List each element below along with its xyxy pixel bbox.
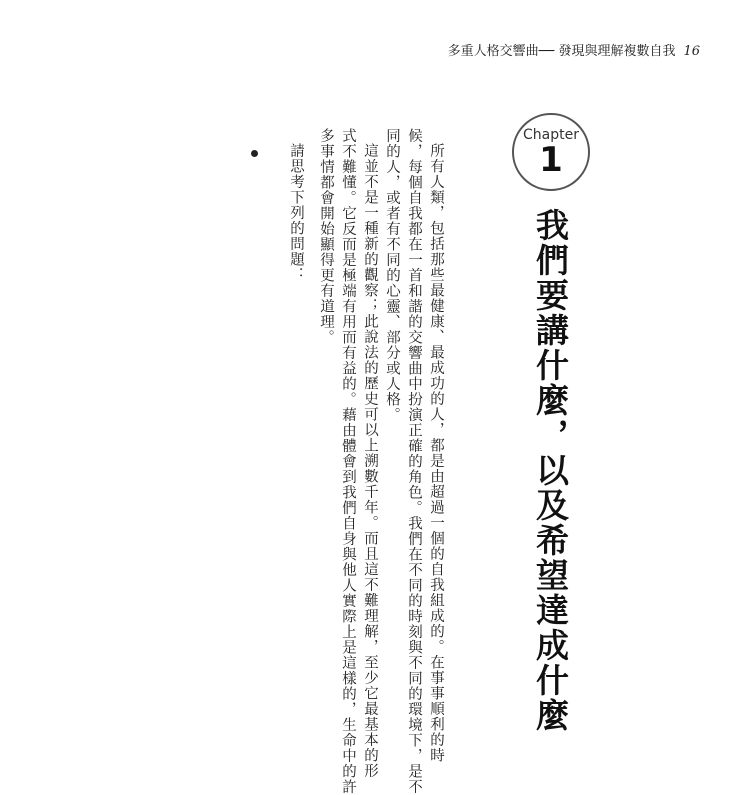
- running-header: [390, 40, 700, 59]
- chapter-title: 我們要講什麼，以及希望達成什麼: [531, 208, 570, 733]
- running-header-title: 多重人格交響曲── 發現與理解複數自我: [447, 44, 676, 59]
- text-column: 同的人，或者有不同的心靈、部分或人格。: [384, 128, 400, 423]
- page-number: 16: [683, 44, 700, 59]
- text-column: 這並不是一種新的觀察；此說法的歷史可以上溯數千年。而且這不難理解，至少它最基本的形: [362, 143, 378, 779]
- text-column: 多事情都會開始顯得更有道理。: [318, 128, 334, 345]
- text-column: 請思考下列的問題：: [288, 143, 304, 283]
- chapter-number: 1: [539, 140, 563, 180]
- chapter-badge: [512, 113, 590, 191]
- text-column: 所有人類，包括那些最健康、最成功的人，都是由超過一個的自我組成的。在事事順利的時: [428, 143, 444, 763]
- bullet-item: [245, 142, 265, 702]
- text-column: 候，每個自我都在一首和諧的交響曲中扮演正確的角色。我們在不同的時刻與不同的環境下，是不: [406, 128, 422, 795]
- chapter-label: Chapter: [523, 127, 579, 143]
- bullet-icon: [251, 146, 258, 165]
- text-column: 式不難懂。它反而是極端有用而有益的。藉由體會到我們自身與他人實際上是這樣的，生命中的許: [340, 128, 356, 795]
